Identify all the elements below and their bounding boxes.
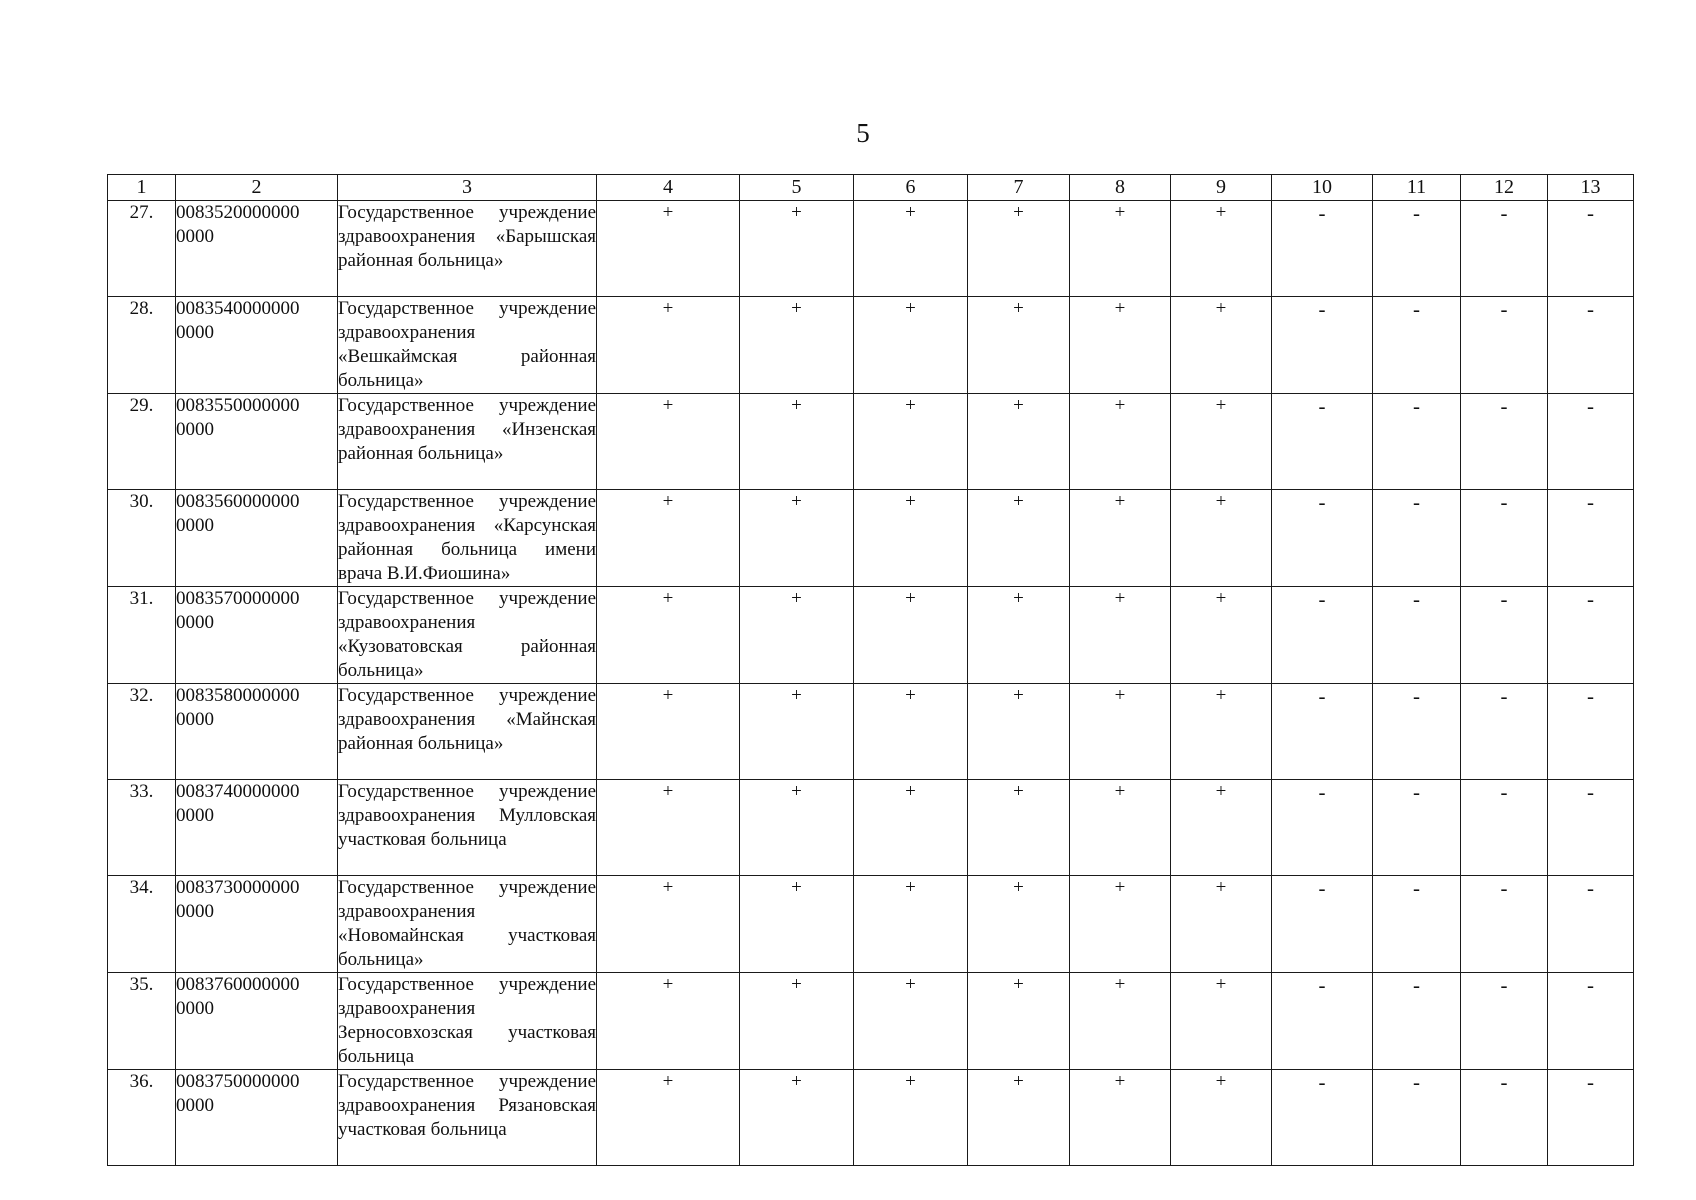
mark-cell: + xyxy=(1171,201,1272,297)
mark-cell: - xyxy=(1272,1070,1373,1166)
mark-cell: + xyxy=(740,973,854,1070)
mark-cell: + xyxy=(1070,973,1171,1070)
mark-cell: - xyxy=(1272,876,1373,973)
column-header: 9 xyxy=(1171,175,1272,201)
institution-code: 0083540000000 0000 xyxy=(176,297,338,394)
mark-cell: + xyxy=(740,684,854,780)
mark-cell: + xyxy=(1171,587,1272,684)
mark-cell: + xyxy=(597,780,740,876)
mark-cell: + xyxy=(1070,684,1171,780)
mark-cell: + xyxy=(597,973,740,1070)
mark-cell: + xyxy=(1171,973,1272,1070)
mark-cell: - xyxy=(1461,876,1548,973)
mark-cell: + xyxy=(597,490,740,587)
table-row xyxy=(108,297,1634,394)
mark-cell: + xyxy=(1171,490,1272,587)
table-row xyxy=(108,490,1634,587)
row-number: 28. xyxy=(108,297,176,394)
institution-code: 0083560000000 0000 xyxy=(176,490,338,587)
mark-cell: - xyxy=(1272,490,1373,587)
institution-code: 0083740000000 0000 xyxy=(176,780,338,876)
row-number: 36. xyxy=(108,1070,176,1166)
mark-cell: - xyxy=(1373,394,1461,490)
mark-cell: + xyxy=(854,1070,968,1166)
column-header: 7 xyxy=(968,175,1070,201)
mark-cell: - xyxy=(1461,490,1548,587)
column-header: 10 xyxy=(1272,175,1373,201)
institution-name: Государственное учреждение здравоохранения «Инзенская районная больница» xyxy=(338,394,597,490)
mark-cell: - xyxy=(1548,297,1634,394)
table-row xyxy=(108,684,1634,780)
mark-cell: + xyxy=(1070,587,1171,684)
institution-code: 0083760000000 0000 xyxy=(176,973,338,1070)
page-number: 5 xyxy=(856,118,870,148)
header-row xyxy=(108,175,1634,201)
mark-cell: - xyxy=(1373,490,1461,587)
column-header: 13 xyxy=(1548,175,1634,201)
mark-cell: + xyxy=(968,201,1070,297)
mark-cell: + xyxy=(968,490,1070,587)
mark-cell: + xyxy=(1070,1070,1171,1166)
mark-cell: + xyxy=(597,1070,740,1166)
mark-cell: + xyxy=(854,876,968,973)
mark-cell: + xyxy=(854,201,968,297)
mark-cell: + xyxy=(1070,297,1171,394)
mark-cell: + xyxy=(1171,297,1272,394)
mark-cell: - xyxy=(1548,973,1634,1070)
mark-cell: + xyxy=(968,297,1070,394)
mark-cell: - xyxy=(1461,201,1548,297)
mark-cell: + xyxy=(597,587,740,684)
mark-cell: + xyxy=(968,876,1070,973)
mark-cell: - xyxy=(1272,201,1373,297)
mark-cell: - xyxy=(1461,1070,1548,1166)
mark-cell: - xyxy=(1373,973,1461,1070)
mark-cell: - xyxy=(1373,201,1461,297)
column-header: 2 xyxy=(176,175,338,201)
institution-code: 0083580000000 0000 xyxy=(176,684,338,780)
mark-cell: + xyxy=(1171,684,1272,780)
column-header: 6 xyxy=(854,175,968,201)
mark-cell: + xyxy=(1171,780,1272,876)
mark-cell: + xyxy=(740,587,854,684)
mark-cell: - xyxy=(1461,973,1548,1070)
institution-name: Государственное учреждение здравоохранения «Барышская районная больница» xyxy=(338,201,597,297)
mark-cell: - xyxy=(1548,1070,1634,1166)
row-number: 29. xyxy=(108,394,176,490)
institution-code: 0083550000000 0000 xyxy=(176,394,338,490)
mark-cell: - xyxy=(1548,394,1634,490)
table-body xyxy=(108,201,1634,1166)
mark-cell: + xyxy=(1171,876,1272,973)
institution-code: 0083520000000 0000 xyxy=(176,201,338,297)
mark-cell: + xyxy=(968,394,1070,490)
mark-cell: - xyxy=(1272,297,1373,394)
mark-cell: + xyxy=(1171,1070,1272,1166)
mark-cell: - xyxy=(1272,973,1373,1070)
mark-cell: - xyxy=(1548,490,1634,587)
table-row xyxy=(108,201,1634,297)
mark-cell: + xyxy=(854,490,968,587)
institution-name: Государственное учреждение здравоохранения Зерносовхозская участковая больница xyxy=(338,973,597,1070)
mark-cell: + xyxy=(597,297,740,394)
mark-cell: + xyxy=(740,780,854,876)
mark-cell: + xyxy=(597,201,740,297)
mark-cell: + xyxy=(854,780,968,876)
mark-cell: + xyxy=(740,394,854,490)
mark-cell: - xyxy=(1373,876,1461,973)
mark-cell: + xyxy=(1070,780,1171,876)
row-number: 27. xyxy=(108,201,176,297)
institution-name: Государственное учреждение здравоохранения «Новомайнская участковая больница» xyxy=(338,876,597,973)
mark-cell: + xyxy=(597,394,740,490)
mark-cell: + xyxy=(1171,394,1272,490)
mark-cell: + xyxy=(740,1070,854,1166)
row-number: 35. xyxy=(108,973,176,1070)
column-header: 3 xyxy=(338,175,597,201)
institution-code: 0083570000000 0000 xyxy=(176,587,338,684)
table-row xyxy=(108,973,1634,1070)
mark-cell: - xyxy=(1461,587,1548,684)
column-header: 1 xyxy=(108,175,176,201)
institution-name: Государственное учреждение здравоохранения Мулловская участковая больница xyxy=(338,780,597,876)
institution-code: 0083750000000 0000 xyxy=(176,1070,338,1166)
mark-cell: - xyxy=(1272,587,1373,684)
table-row xyxy=(108,780,1634,876)
mark-cell: + xyxy=(1070,201,1171,297)
mark-cell: - xyxy=(1548,684,1634,780)
row-number: 31. xyxy=(108,587,176,684)
mark-cell: + xyxy=(1070,490,1171,587)
mark-cell: - xyxy=(1461,394,1548,490)
column-header: 12 xyxy=(1461,175,1548,201)
institution-name: Государственное учреждение здравоохранения «Майнская районная больница» xyxy=(338,684,597,780)
mark-cell: + xyxy=(597,684,740,780)
mark-cell: - xyxy=(1461,780,1548,876)
mark-cell: - xyxy=(1373,1070,1461,1166)
mark-cell: + xyxy=(1070,876,1171,973)
mark-cell: + xyxy=(740,490,854,587)
institutions-table xyxy=(107,174,1634,1166)
mark-cell: - xyxy=(1272,684,1373,780)
table-row xyxy=(108,394,1634,490)
mark-cell: + xyxy=(854,973,968,1070)
institution-name: Государственное учреждение здравоохранения «Вешкаймская районная больница» xyxy=(338,297,597,394)
column-header: 5 xyxy=(740,175,854,201)
mark-cell: + xyxy=(968,780,1070,876)
mark-cell: - xyxy=(1373,684,1461,780)
mark-cell: + xyxy=(968,973,1070,1070)
row-number: 32. xyxy=(108,684,176,780)
table-row xyxy=(108,876,1634,973)
table-row xyxy=(108,587,1634,684)
row-number: 33. xyxy=(108,780,176,876)
mark-cell: - xyxy=(1548,876,1634,973)
institution-name: Государственное учреждение здравоохранения «Кузоватовская районная больница» xyxy=(338,587,597,684)
table-row xyxy=(108,1070,1634,1166)
mark-cell: - xyxy=(1548,780,1634,876)
mark-cell: - xyxy=(1373,587,1461,684)
mark-cell: + xyxy=(968,1070,1070,1166)
mark-cell: + xyxy=(968,587,1070,684)
institution-name: Государственное учреждение здравоохранения «Карсунская районная больница имени врача В.И.Фиошина» xyxy=(338,490,597,587)
mark-cell: + xyxy=(597,876,740,973)
mark-cell: - xyxy=(1272,394,1373,490)
mark-cell: - xyxy=(1373,780,1461,876)
mark-cell: + xyxy=(740,876,854,973)
row-number: 30. xyxy=(108,490,176,587)
column-header: 11 xyxy=(1373,175,1461,201)
column-header: 4 xyxy=(597,175,740,201)
mark-cell: - xyxy=(1272,780,1373,876)
mark-cell: + xyxy=(854,297,968,394)
column-header: 8 xyxy=(1070,175,1171,201)
mark-cell: + xyxy=(854,394,968,490)
mark-cell: + xyxy=(854,587,968,684)
mark-cell: + xyxy=(1070,394,1171,490)
institution-code: 0083730000000 0000 xyxy=(176,876,338,973)
mark-cell: - xyxy=(1461,684,1548,780)
mark-cell: - xyxy=(1461,297,1548,394)
row-number: 34. xyxy=(108,876,176,973)
mark-cell: - xyxy=(1373,297,1461,394)
mark-cell: + xyxy=(740,297,854,394)
mark-cell: - xyxy=(1548,201,1634,297)
institution-name: Государственное учреждение здравоохранения Рязановская участковая больница xyxy=(338,1070,597,1166)
mark-cell: + xyxy=(968,684,1070,780)
mark-cell: + xyxy=(854,684,968,780)
mark-cell: + xyxy=(740,201,854,297)
mark-cell: - xyxy=(1548,587,1634,684)
